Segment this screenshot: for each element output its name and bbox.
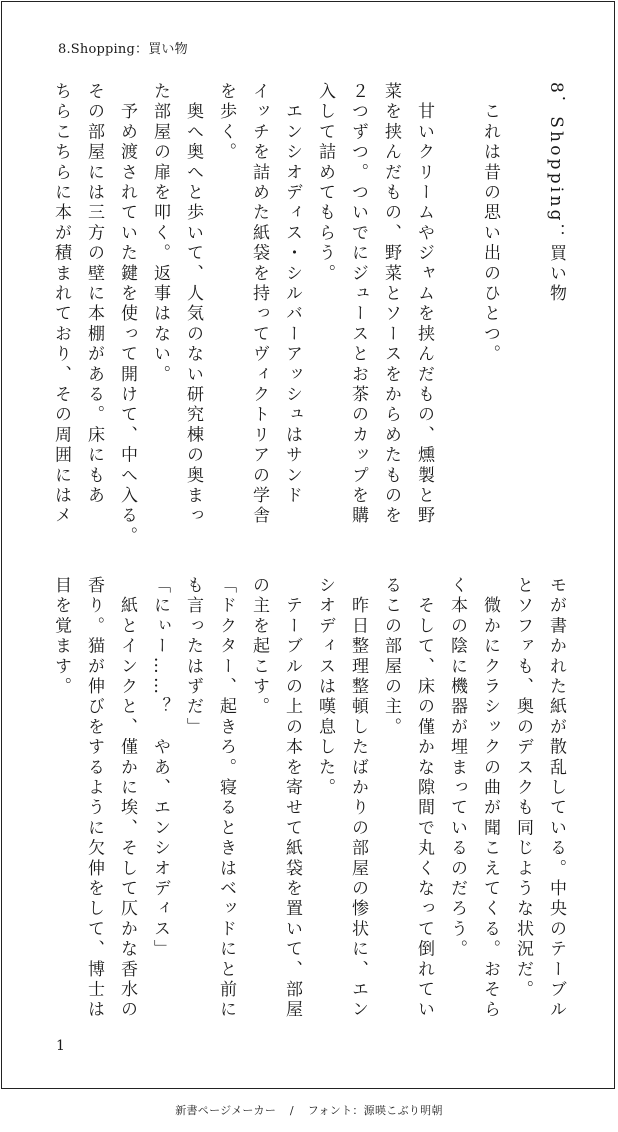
text-line: を歩く。 bbox=[216, 82, 236, 163]
text-line: 紙とインクと、僅かに埃、そして仄かな香水の bbox=[117, 576, 137, 1021]
text-line: モが書かれた紙が散乱している。中央のテーブル bbox=[546, 576, 566, 1021]
text-line: ２つずつ。ついでにジュースとお茶のカップを購 bbox=[348, 82, 368, 527]
blank-line bbox=[506, 82, 539, 512]
chapter-title: 8．Shopping：買い物 bbox=[546, 82, 566, 305]
text-line: その部屋には三方の壁に本棚がある。床にもあ bbox=[84, 82, 104, 507]
text-line: テーブルの上の本を寄せて紙袋を置いて、部屋 bbox=[282, 576, 302, 1021]
text-line: そして、床の僅かな隙間で丸くなって倒れてい bbox=[414, 576, 434, 1021]
font-credit: フォント：源暎こぶり明朝 bbox=[307, 1104, 443, 1117]
text-line: 予め渡されていた鍵を使って開けて、中へ入る。 bbox=[117, 82, 137, 547]
text-line: 香り。猫が伸びをするように欠伸をして、博士は bbox=[84, 576, 104, 1021]
page-number: 1 bbox=[56, 1038, 65, 1054]
text-line: 「ドクター、起きろ。寝るときはベッドにと前に bbox=[216, 576, 236, 1021]
lower-text-block bbox=[44, 576, 572, 1021]
text-line: 微かにクラシックの曲が聞こえてくる。おそら bbox=[480, 576, 500, 1021]
blank-line bbox=[440, 82, 473, 512]
text-line: 入して詰めてもらう。 bbox=[315, 82, 335, 284]
running-head: 8.Shopping：買い物 bbox=[58, 42, 188, 57]
generator-name: 新書ページメーカー bbox=[175, 1104, 277, 1117]
text-line: これは昔の思い出のひとつ。 bbox=[480, 82, 500, 365]
credit-separator: / bbox=[289, 1104, 294, 1117]
text-line: た部屋の扉を叩く。返事はない。 bbox=[150, 82, 170, 385]
generator-credit bbox=[0, 1102, 618, 1118]
text-line: も言ったはずだ」 bbox=[183, 576, 203, 738]
upper-text-block bbox=[44, 82, 572, 547]
text-line: エンシオディス・シルバーアッシュはサンド bbox=[282, 82, 302, 507]
text-line: るこの部屋の主。 bbox=[381, 576, 401, 738]
text-line: ちらこちらに本が積まれており、その周囲にはメ bbox=[51, 82, 71, 527]
text-line: 菜を挟んだもの、野菜とソースをからめたものを bbox=[381, 82, 401, 527]
text-line: 目を覚ます。 bbox=[51, 576, 71, 698]
text-line: の主を起こす。 bbox=[249, 576, 269, 718]
text-line: く本の陰に機器が埋まっているのだろう。 bbox=[447, 576, 467, 960]
text-line: イッチを詰めた紙袋を持ってヴィクトリアの学舎 bbox=[249, 82, 269, 527]
text-line: 甘いクリームやジャムを挟んだもの、燻製と野 bbox=[414, 82, 434, 527]
manuscript-page bbox=[1, 1, 615, 1089]
text-line: 「にぃー……？ やあ、エンシオディス」 bbox=[150, 576, 170, 960]
text-line: とソファも、奥のデスクも同じような状況だ。 bbox=[513, 576, 533, 1001]
text-line: 昨日整理整頓したばかりの部屋の惨状に、エン bbox=[348, 576, 368, 1021]
text-line: シオディスは嘆息した。 bbox=[315, 576, 335, 799]
text-line: 奥へ奥へと歩いて、人気のない研究棟の奥まっ bbox=[183, 82, 203, 527]
